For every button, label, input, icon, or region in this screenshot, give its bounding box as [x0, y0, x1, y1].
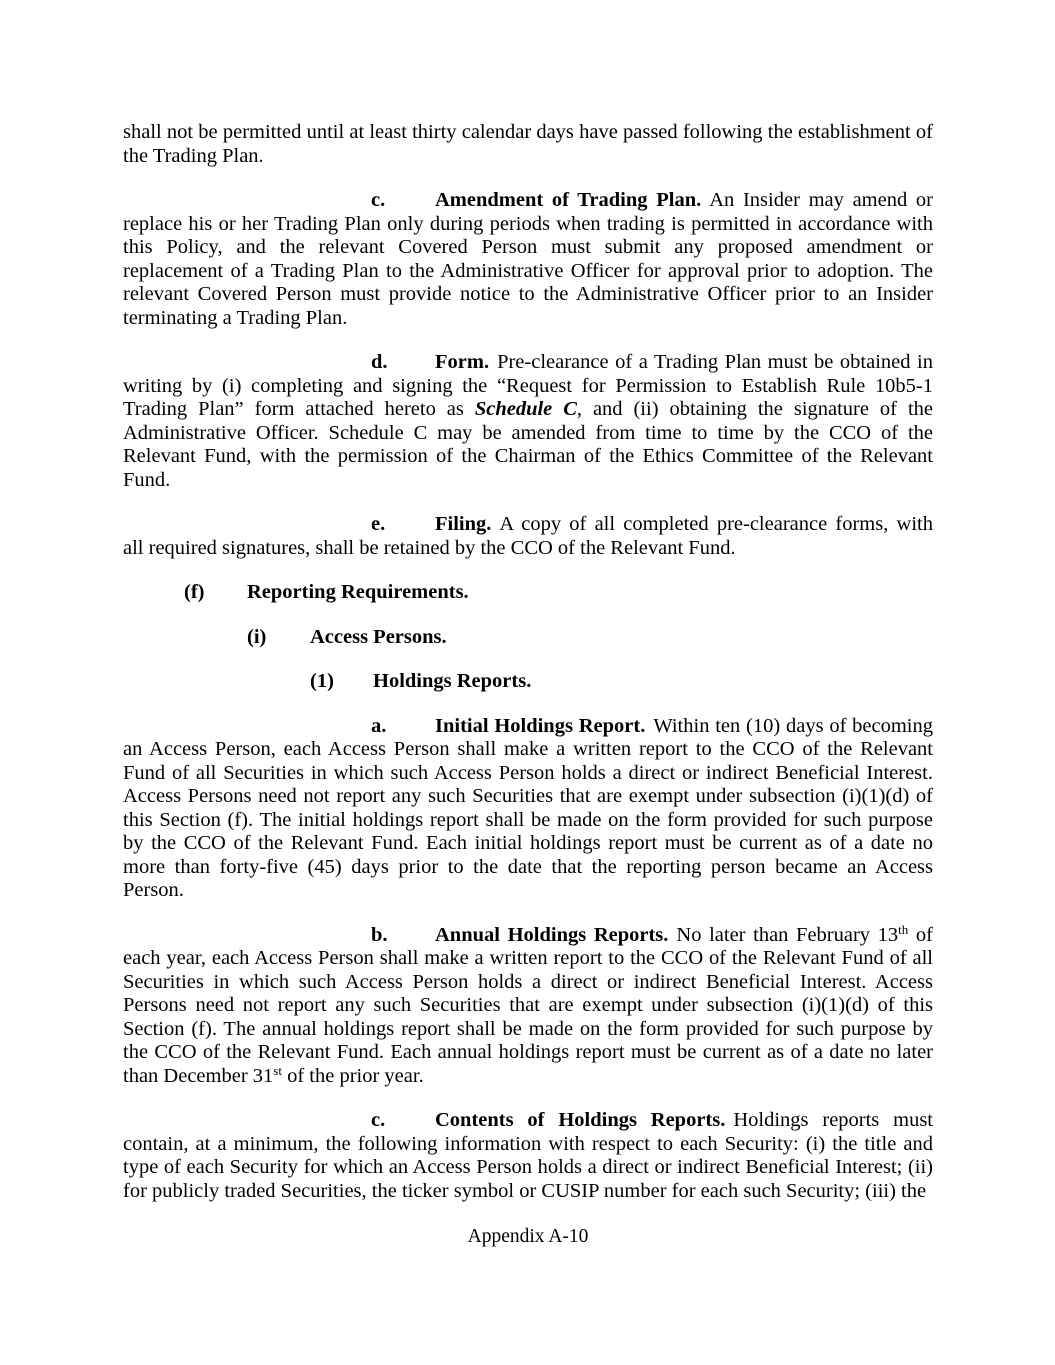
- section-b-title: Annual Holdings Reports.: [435, 923, 669, 946]
- section-d-body-part2: , and (ii) obtaining the signature of the Administrative Officer. Schedule C may be amended from time to time by the CCO of the Relevant Fund, with the permission of the Chairman of the Ethics Committee of the Relevant Fund.: [123, 398, 933, 491]
- section-b-body-part3: of the prior year.: [281, 1064, 424, 1087]
- heading-1-title: Holdings Reports.: [373, 670, 532, 692]
- section-d-form: [123, 351, 933, 492]
- heading-f-label: (f): [184, 581, 205, 603]
- section-e-body: A copy of all completed pre-clearance forms, with all required signatures, shall be retained by the CCO of the Relevant Fund.: [123, 513, 933, 559]
- section-c-amendment-of-trading-plan: [123, 189, 933, 330]
- section-b-body-part1: No later than February 13: [676, 923, 899, 946]
- paragraph-continuation: shall not be permitted until at least thirty calendar days have passed following the establishment of the Trading Plan.: [123, 121, 933, 167]
- section-c-label: c.: [371, 189, 386, 211]
- section-c-title: Amendment of Trading Plan.: [435, 189, 702, 211]
- section-d-label: d.: [371, 351, 388, 373]
- heading-i-label: (i): [247, 625, 267, 648]
- section-c-body: An Insider may amend or replace his or her Trading Plan only during periods when trading is permitted in accordance with this Policy, and the relevant Covered Person must submit any proposed amendment or replacement of a Trading Plan to the Administrative Officer for approval prior to adoption. The relevant Covered Person must provide notice to the Administrative Officer prior to an Insider terminating a Trading Plan.: [123, 189, 933, 329]
- section-c2-label: c.: [371, 1109, 386, 1131]
- ordinal-superscript-st: st: [273, 1062, 282, 1078]
- section-c2-contents-of-holdings-reports: [123, 1109, 933, 1203]
- section-e-filing: [123, 513, 933, 560]
- section-e-label: e.: [371, 513, 386, 535]
- section-e-title: Filing.: [435, 513, 492, 535]
- section-c2-body: Holdings reports must contain, at a minimum, the following information with respect to each Security: (i) the title and type of each Security for which an Access Person holds a direct or indirect Beneficial Interest; (ii) for publicly traded Securities, the ticker symbol or CUSIP number for each such Security; (iii) the: [123, 1109, 933, 1202]
- heading-f-title: Reporting Requirements.: [247, 581, 469, 603]
- heading-access-persons: [123, 626, 933, 650]
- section-d-title: Form.: [435, 351, 490, 373]
- section-b-body-part2: of each year, each Access Person shall make a written report to the CCO of the Relevant Fund of all Securities in which such Access Person holds a direct or indirect Beneficial Interest. Access Persons need not report any such Securities that are exempt under subsection (i)(1)(d) of this Section (f). The annual holdings report shall be made on the form provided for such purpose by the CCO of the Relevant Fund. Each annual holdings report must be current as of a date no later than December 31: [123, 923, 933, 1087]
- section-a-body: Within ten (10) days of becoming an Access Person, each Access Person shall make a written report to the CCO of the Relevant Fund of all Securities in which such Access Person holds a direct or indirect Beneficial Interest. Access Persons need not report any such Securities that are exempt under subsection (i)(1)(d) of this Section (f). The initial holdings report shall be made on the form provided for such purpose by the CCO of the Relevant Fund. Each initial holdings report must be current as of a date no more than forty-five (45) days prior to the date that the reporting person became an Access Person.: [123, 714, 934, 901]
- schedule-c-reference: Schedule C: [474, 398, 577, 420]
- heading-i-title: Access Persons.: [310, 625, 447, 648]
- section-c2-title: Contents of Holdings Reports.: [435, 1109, 726, 1131]
- heading-holdings-reports: [123, 670, 933, 694]
- section-a-label: a.: [371, 714, 387, 737]
- ordinal-superscript-th: th: [898, 921, 909, 937]
- page-footer: Appendix A-10: [467, 1226, 589, 1247]
- section-a-title: Initial Holdings Report.: [435, 714, 646, 737]
- section-b-annual-holdings-reports: [123, 921, 933, 1089]
- section-d-body-part1: Pre-clearance of a Trading Plan must be obtained in writing by (i) completing and signing the “Request for Permission to Establish Rule 10b5-1 Trading Plan” form attached hereto as: [123, 351, 933, 420]
- heading-reporting-requirements: [123, 581, 933, 605]
- heading-1-label: (1): [310, 670, 334, 692]
- section-a-initial-holdings-report: [123, 715, 933, 903]
- section-b-label: b.: [371, 923, 388, 946]
